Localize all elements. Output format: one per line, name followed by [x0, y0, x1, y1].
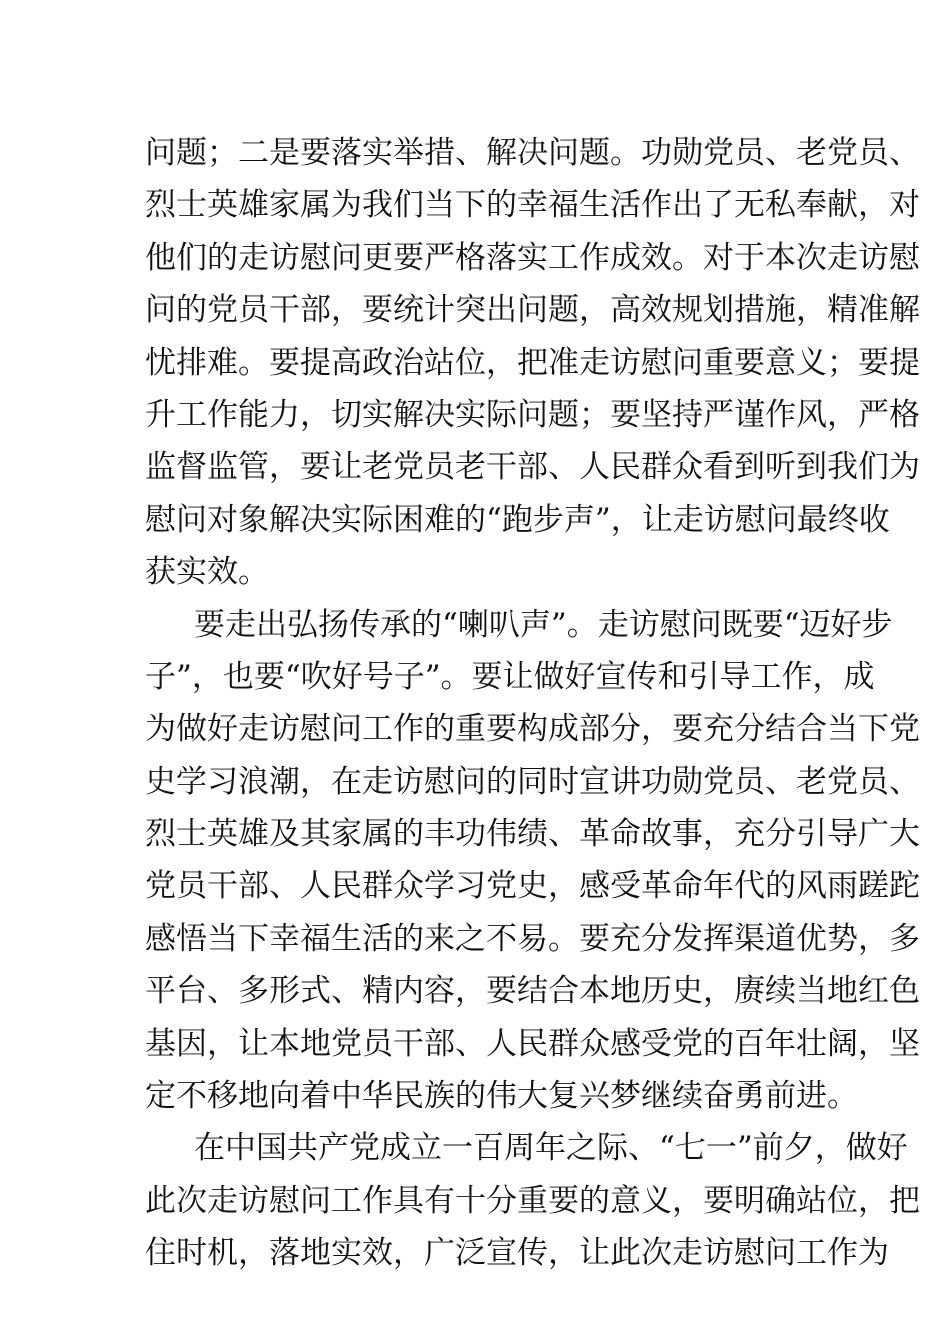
text-line: 慰问对象解决实际困难的“跑步声”，让走访慰问最终收 [145, 501, 890, 538]
text-line: 问题；二是要落实举措、解决问题。功勋党员、老党员、 [145, 135, 920, 171]
text-line: 为做好走访慰问工作的重要构成部分，要充分结合当下党 [145, 711, 920, 748]
text-line: 平台、多形式、精内容，要结合本地历史，赓续当地红色 [145, 973, 920, 1010]
text-line: 忧排难。要提高政治站位，把准走访慰问重要意义；要提 [145, 344, 920, 381]
text-line: 获实效。 [145, 554, 269, 591]
text-line: 住时机，落地实效，广泛宣传，让此次走访慰问工作为 [145, 1235, 889, 1272]
text-line: 升工作能力，切实解决实际问题；要坚持严谨作风，严格 [145, 396, 920, 433]
text-line: 烈士英雄及其家属的丰功伟绩、革命故事，充分引导广大 [145, 816, 920, 853]
text-line: 党员干部、人民群众学习党史，感受革命年代的风雨蹉跎 [145, 868, 920, 905]
text-line: 烈士英雄家属为我们当下的幸福生活作出了无私奉献，对 [145, 187, 920, 224]
text-line: 感悟当下幸福生活的来之不易。要充分发挥渠道优势，多 [145, 920, 920, 957]
paragraph-first-line: 要走出弘扬传承的“喇叭声”。走访慰问既要“迈好步 [194, 606, 893, 643]
text-line: 此次走访慰问工作具有十分重要的意义，要明确站位，把 [145, 1182, 920, 1219]
text-line: 监督监管，要让老党员老干部、人民群众看到听到我们为 [145, 449, 920, 486]
body-text [145, 127, 920, 1280]
text-line: 问的党员干部，要统计突出问题，高效规划措施，精准解 [145, 292, 920, 329]
text-line: 史学习浪潮，在走访慰问的同时宣讲功勋党员、老党员、 [145, 763, 920, 800]
text-line: 他们的走访慰问更要严格落实工作成效。对于本次走访慰 [145, 239, 920, 276]
text-line: 基因，让本地党员干部、人民群众感受党的百年壮阔，坚 [145, 1025, 920, 1062]
text-line: 定不移地向着中华民族的伟大复兴梦继续奋勇前进。 [145, 1078, 858, 1115]
paragraph-first-line: 在中国共产党成立一百周年之际、“七一”前夕，做好 [194, 1130, 908, 1167]
text-line: 子”，也要“吹好号子”。要让做好宣传和引导工作，成 [145, 658, 875, 695]
